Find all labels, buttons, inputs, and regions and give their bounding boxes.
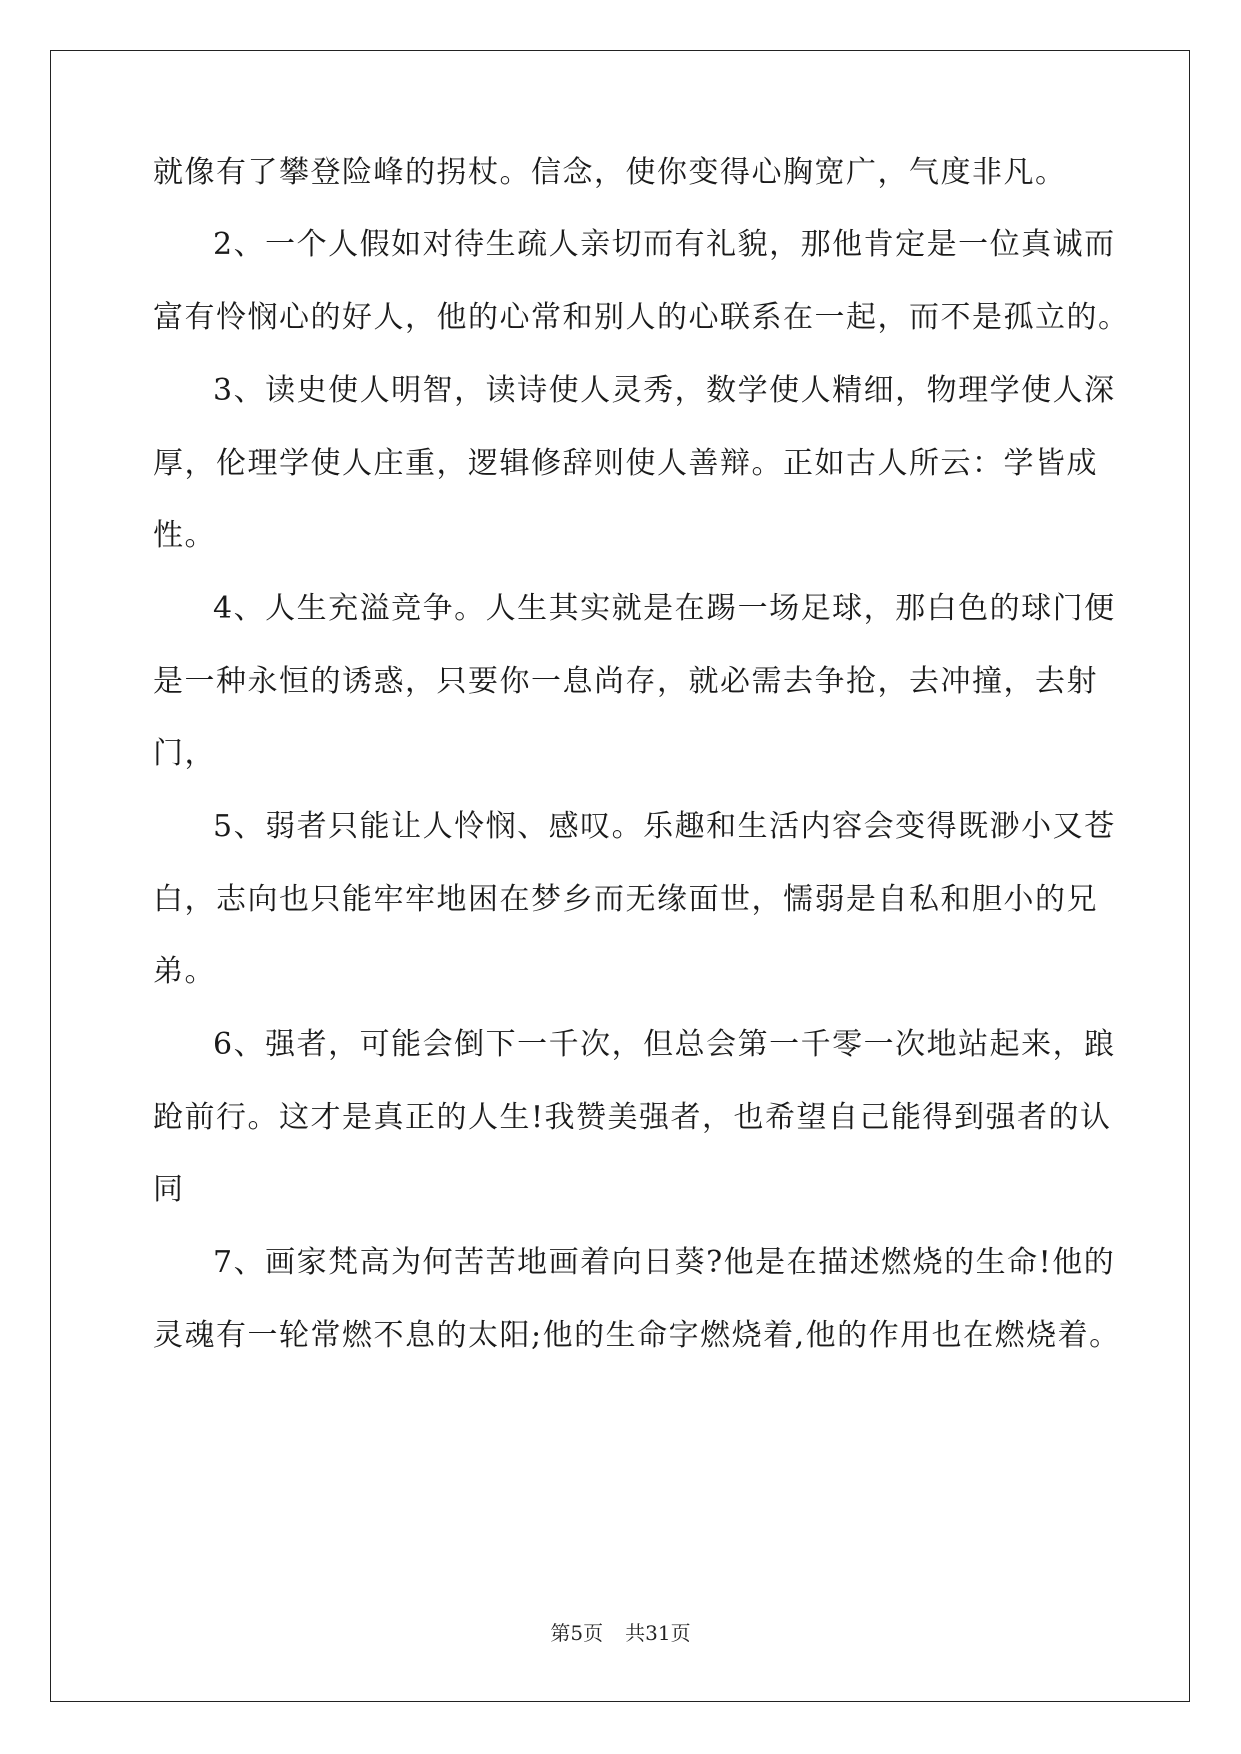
text-line: 6、强者，可能会倒下一千次，但总会第一千零一次地站起来，踉	[213, 1027, 1116, 1062]
text-line: 富有怜悯心的好人，他的心常和别人的心联系在一起，而不是孤立的。	[153, 300, 1130, 335]
text-line: 5、弱者只能让人怜悯、感叹。乐趣和生活内容会变得既渺小又苍	[213, 809, 1116, 844]
text-line: 厚，伦理学使人庄重，逻辑修辞则使人善辩。正如古人所云：学皆成	[153, 446, 1098, 481]
text-line: 3、读史使人明智，读诗使人灵秀，数学使人精细，物理学使人深	[213, 373, 1116, 408]
text-line: 跄前行。这才是真正的人生!我赞美强者，也希望自己能得到强者的认	[153, 1100, 1112, 1135]
text-line: 弟。	[153, 954, 216, 989]
page-total: 共31页	[625, 1621, 691, 1645]
text-line: 7、画家梵高为何苦苦地画着向日葵?他是在描述燃烧的生命!他的	[213, 1245, 1116, 1280]
text-line: 门，	[153, 736, 216, 771]
page-footer	[0, 1617, 1241, 1646]
text-line: 灵魂有一轮常燃不息的太阳;他的生命字燃烧着,他的作用也在燃烧着。	[153, 1318, 1121, 1353]
text-line: 就像有了攀登险峰的拐杖。信念，使你变得心胸宽广，气度非凡。	[153, 155, 1067, 190]
text-line: 4、人生充溢竞争。人生其实就是在踢一场足球，那白色的球门便	[213, 591, 1116, 626]
text-line: 性。	[153, 518, 216, 553]
page-border	[50, 50, 1190, 1702]
text-line: 是一种永恒的诱惑，只要你一息尚存，就必需去争抢，去冲撞，去射	[153, 664, 1098, 699]
page-number: 第5页	[550, 1621, 604, 1645]
text-line: 白，志向也只能牢牢地困在梦乡而无缘面世，懦弱是自私和胆小的兄	[153, 882, 1098, 917]
text-line: 同	[153, 1172, 185, 1207]
text-line: 2、一个人假如对待生疏人亲切而有礼貌，那他肯定是一位真诚而	[213, 227, 1116, 262]
